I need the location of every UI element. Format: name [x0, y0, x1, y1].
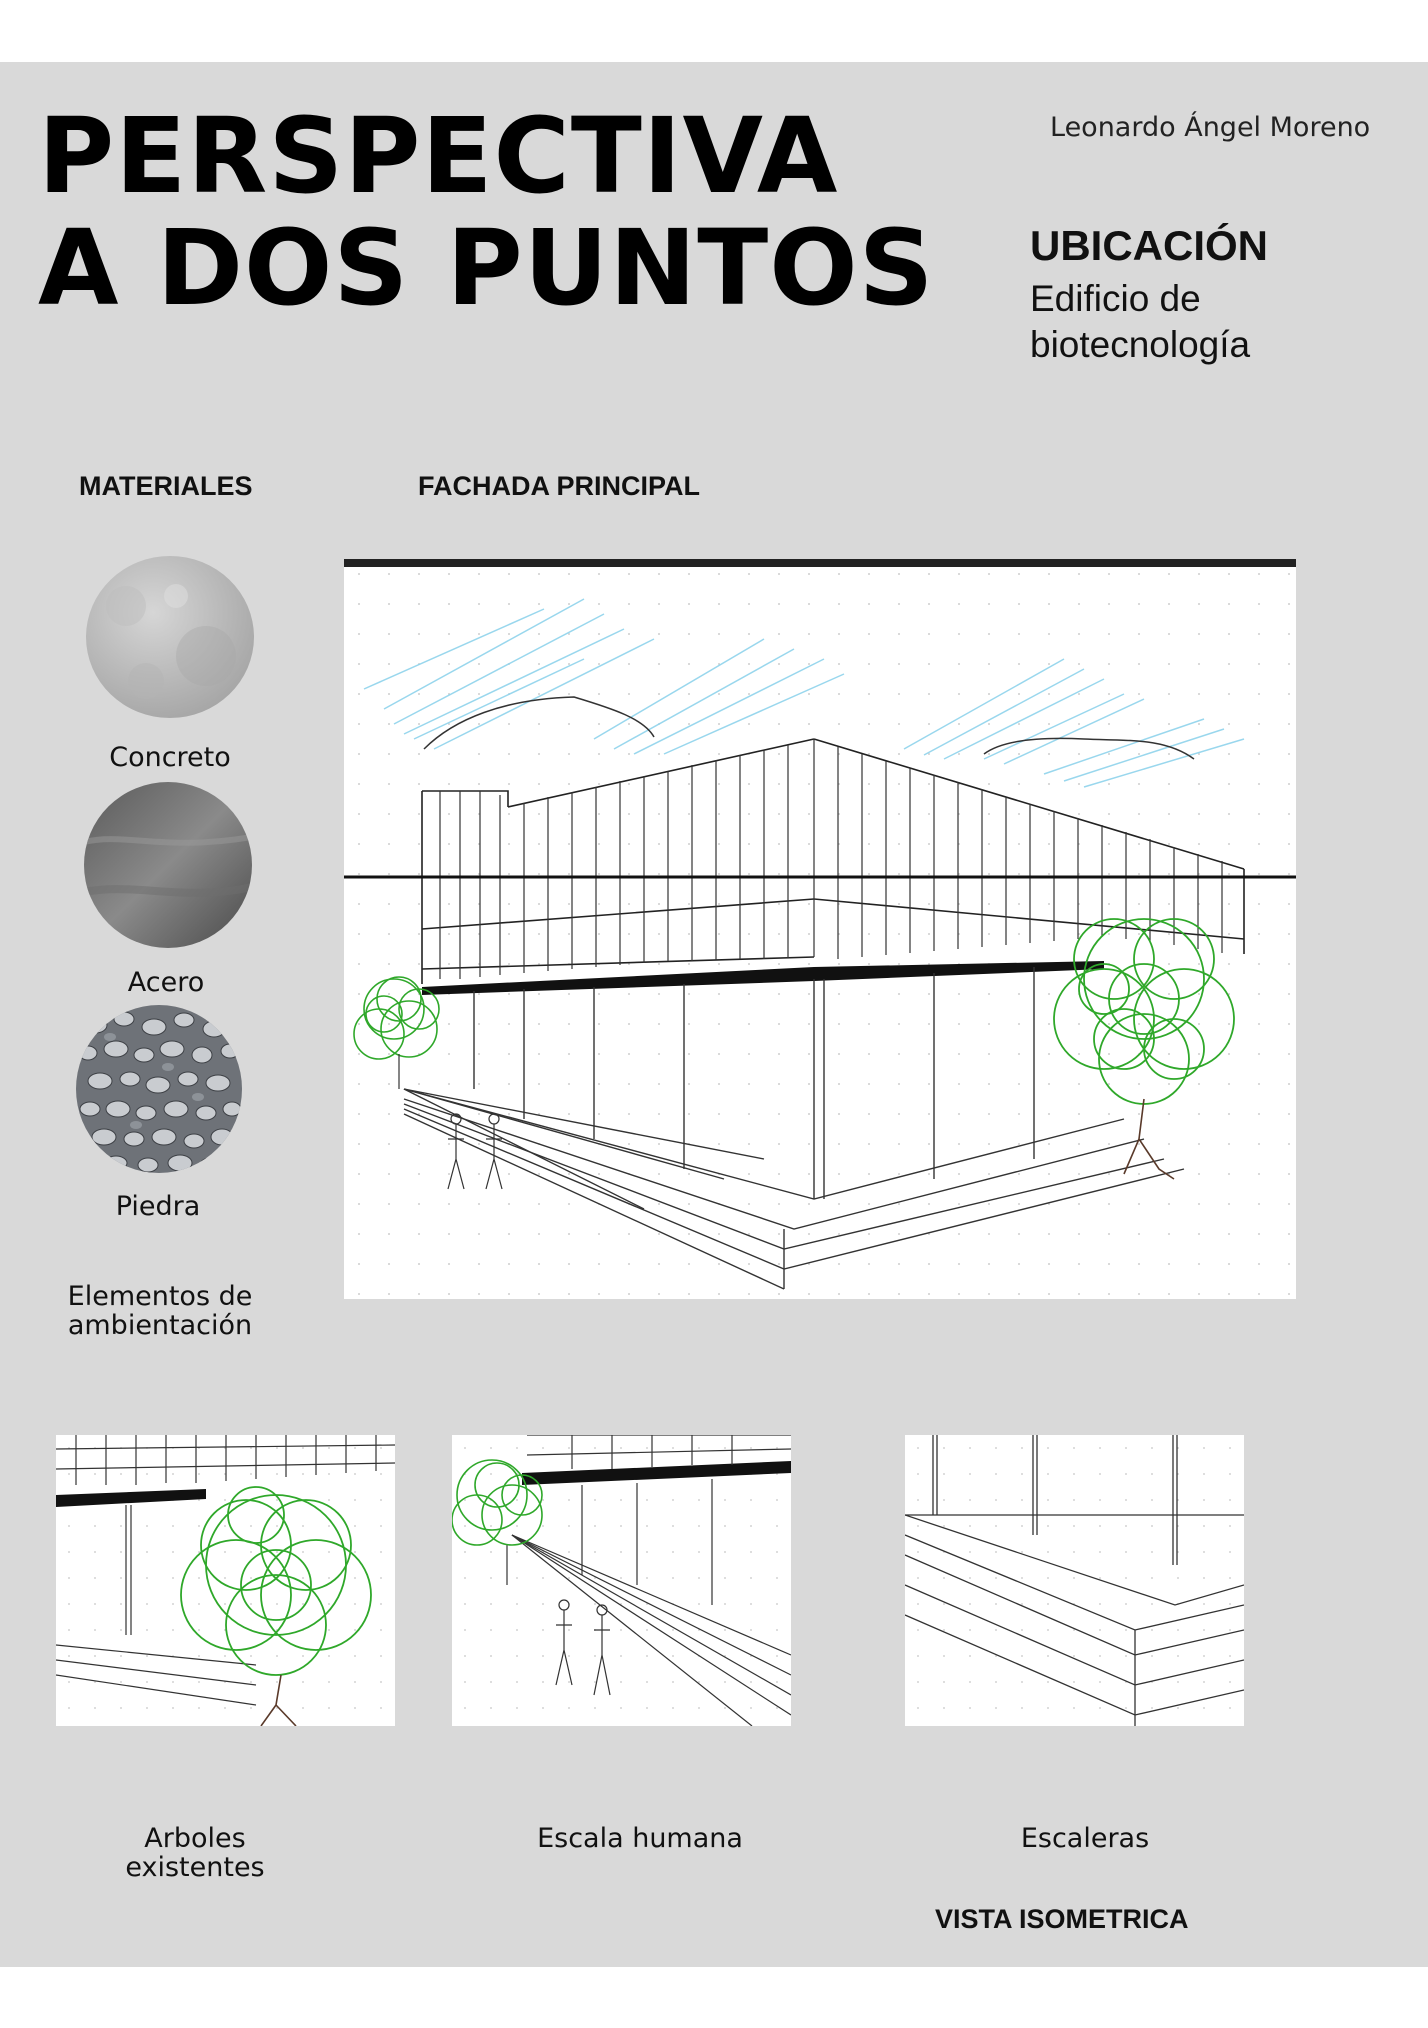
- title-line-1: PERSPECTIVA: [38, 95, 839, 217]
- stone-swatch: [76, 1005, 242, 1173]
- facade-sketch: [344, 559, 1296, 1299]
- material-label-concrete: Concreto: [109, 742, 231, 773]
- concrete-swatch: [86, 556, 254, 718]
- material-label-steel: Acero: [127, 967, 205, 998]
- caption-trees: Arboles existentes: [125, 1823, 265, 1883]
- page-title: [38, 95, 935, 329]
- detail-stairs: [905, 1435, 1244, 1726]
- footer-label: VISTA ISOMETRICA: [935, 1904, 1189, 1934]
- detail-trees: [56, 1435, 395, 1726]
- steel-swatch: [84, 782, 252, 948]
- material-label-stone: Piedra: [115, 1191, 201, 1222]
- author-name: Leonardo Ángel Moreno: [1050, 112, 1371, 143]
- caption-human-scale: Escala humana: [537, 1823, 743, 1854]
- facade-heading: FACHADA PRINCIPAL: [418, 471, 700, 501]
- title-line-2: A DOS PUNTOS: [38, 207, 935, 329]
- materials-heading: MATERIALES: [79, 471, 253, 501]
- location-value: Edificio de biotecnología: [1030, 278, 1251, 365]
- caption-stairs: Escaleras: [1020, 1823, 1150, 1854]
- location-heading: UBICACIÓN: [1030, 222, 1268, 269]
- ambient-heading: Elementos de ambientación: [67, 1281, 253, 1341]
- detail-human-scale: [452, 1435, 791, 1726]
- poster-sheet: [0, 62, 1428, 1967]
